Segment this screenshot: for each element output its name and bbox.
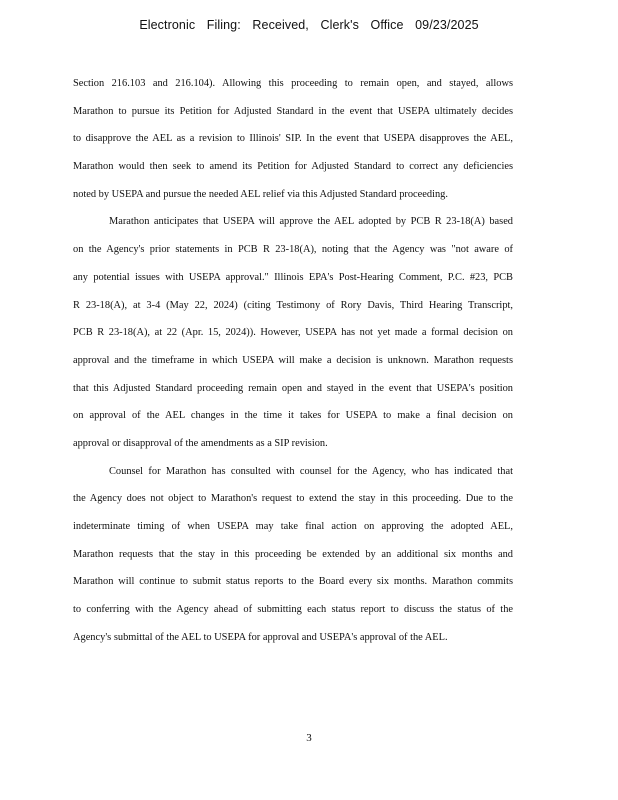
page-number: 3 [306, 732, 312, 744]
paragraph-2-line-4: R 23-18(A), at 3-4 (May 22, 2024) (citing Testimony of Rory Davis, Third Hearing Transcript, [73, 299, 513, 311]
paragraph-2-line-1: Marathon anticipates that USEPA will approve the AEL adopted by PCB R 23-18(A) based [109, 216, 513, 228]
paragraph-1-line-4: Marathon would then seek to amend its Petition for Adjusted Standard to correct any deficiencies [73, 161, 513, 173]
paragraph-1-line-1: Section 216.103 and 216.104). Allowing this proceeding to remain open, and stayed, allows [73, 78, 513, 89]
filing-header: Electronic Filing: Received, Clerk's Office 09/23/2025 [139, 18, 479, 32]
paragraph-3-line-4: Marathon requests that the stay in this proceeding be extended by an additional six months and [73, 548, 513, 560]
paragraph-2-line-5: PCB R 23-18(A), at 22 (Apr. 15, 2024)). However, USEPA has not yet made a formal decision on [73, 327, 513, 339]
paragraph-3-line-2: the Agency does not object to Marathon's request to extend the stay in this proceeding. Due to the [73, 493, 513, 505]
document-body [73, 70, 513, 651]
paragraph-3-line-7: Agency's submittal of the AEL to USEPA for approval and USEPA's approval of the AEL. [73, 631, 448, 643]
paragraph-2-line-8: on approval of the AEL changes in the time it takes for USEPA to make a final decision on [73, 410, 513, 422]
paragraph-2-line-9: approval or disapproval of the amendments as a SIP revision. [73, 437, 328, 449]
paragraph-2-line-6: approval and the timeframe in which USEPA will make a decision is unknown. Marathon requests [73, 354, 513, 366]
paragraph-3-line-3: indeterminate timing of when USEPA may take final action on approving the adopted AEL, [73, 521, 513, 532]
paragraph-1-line-2: Marathon to pursue its Petition for Adjusted Standard in the event that USEPA ultimately decides [73, 105, 513, 117]
paragraph-1-line-3: to disapprove the AEL as a revision to Illinois' SIP. In the event that USEPA disapproves the AEL, [73, 133, 513, 145]
paragraph-3-line-6: to conferring with the Agency ahead of submitting each status report to discuss the status of the [73, 604, 513, 616]
paragraph-3-line-1: Counsel for Marathon has consulted with counsel for the Agency, who has indicated that [109, 465, 513, 477]
paragraph-2-line-3: any potential issues with USEPA approval." Illinois EPA's Post-Hearing Comment, P.C. #23, PCB [73, 271, 513, 283]
paragraph-2-line-7: that this Adjusted Standard proceeding remain open and stayed in the event that USEPA's position [73, 382, 513, 394]
paragraph-1-line-5: noted by USEPA and pursue the needed AEL relief via this Adjusted Standard proceeding. [73, 188, 448, 200]
paragraph-2-line-2: on the Agency's prior statements in PCB R 23-18(A), noting that the Agency was "not aware of [73, 244, 513, 256]
paragraph-3-line-5: Marathon will continue to submit status reports to the Board every six months. Marathon commits [73, 576, 513, 588]
